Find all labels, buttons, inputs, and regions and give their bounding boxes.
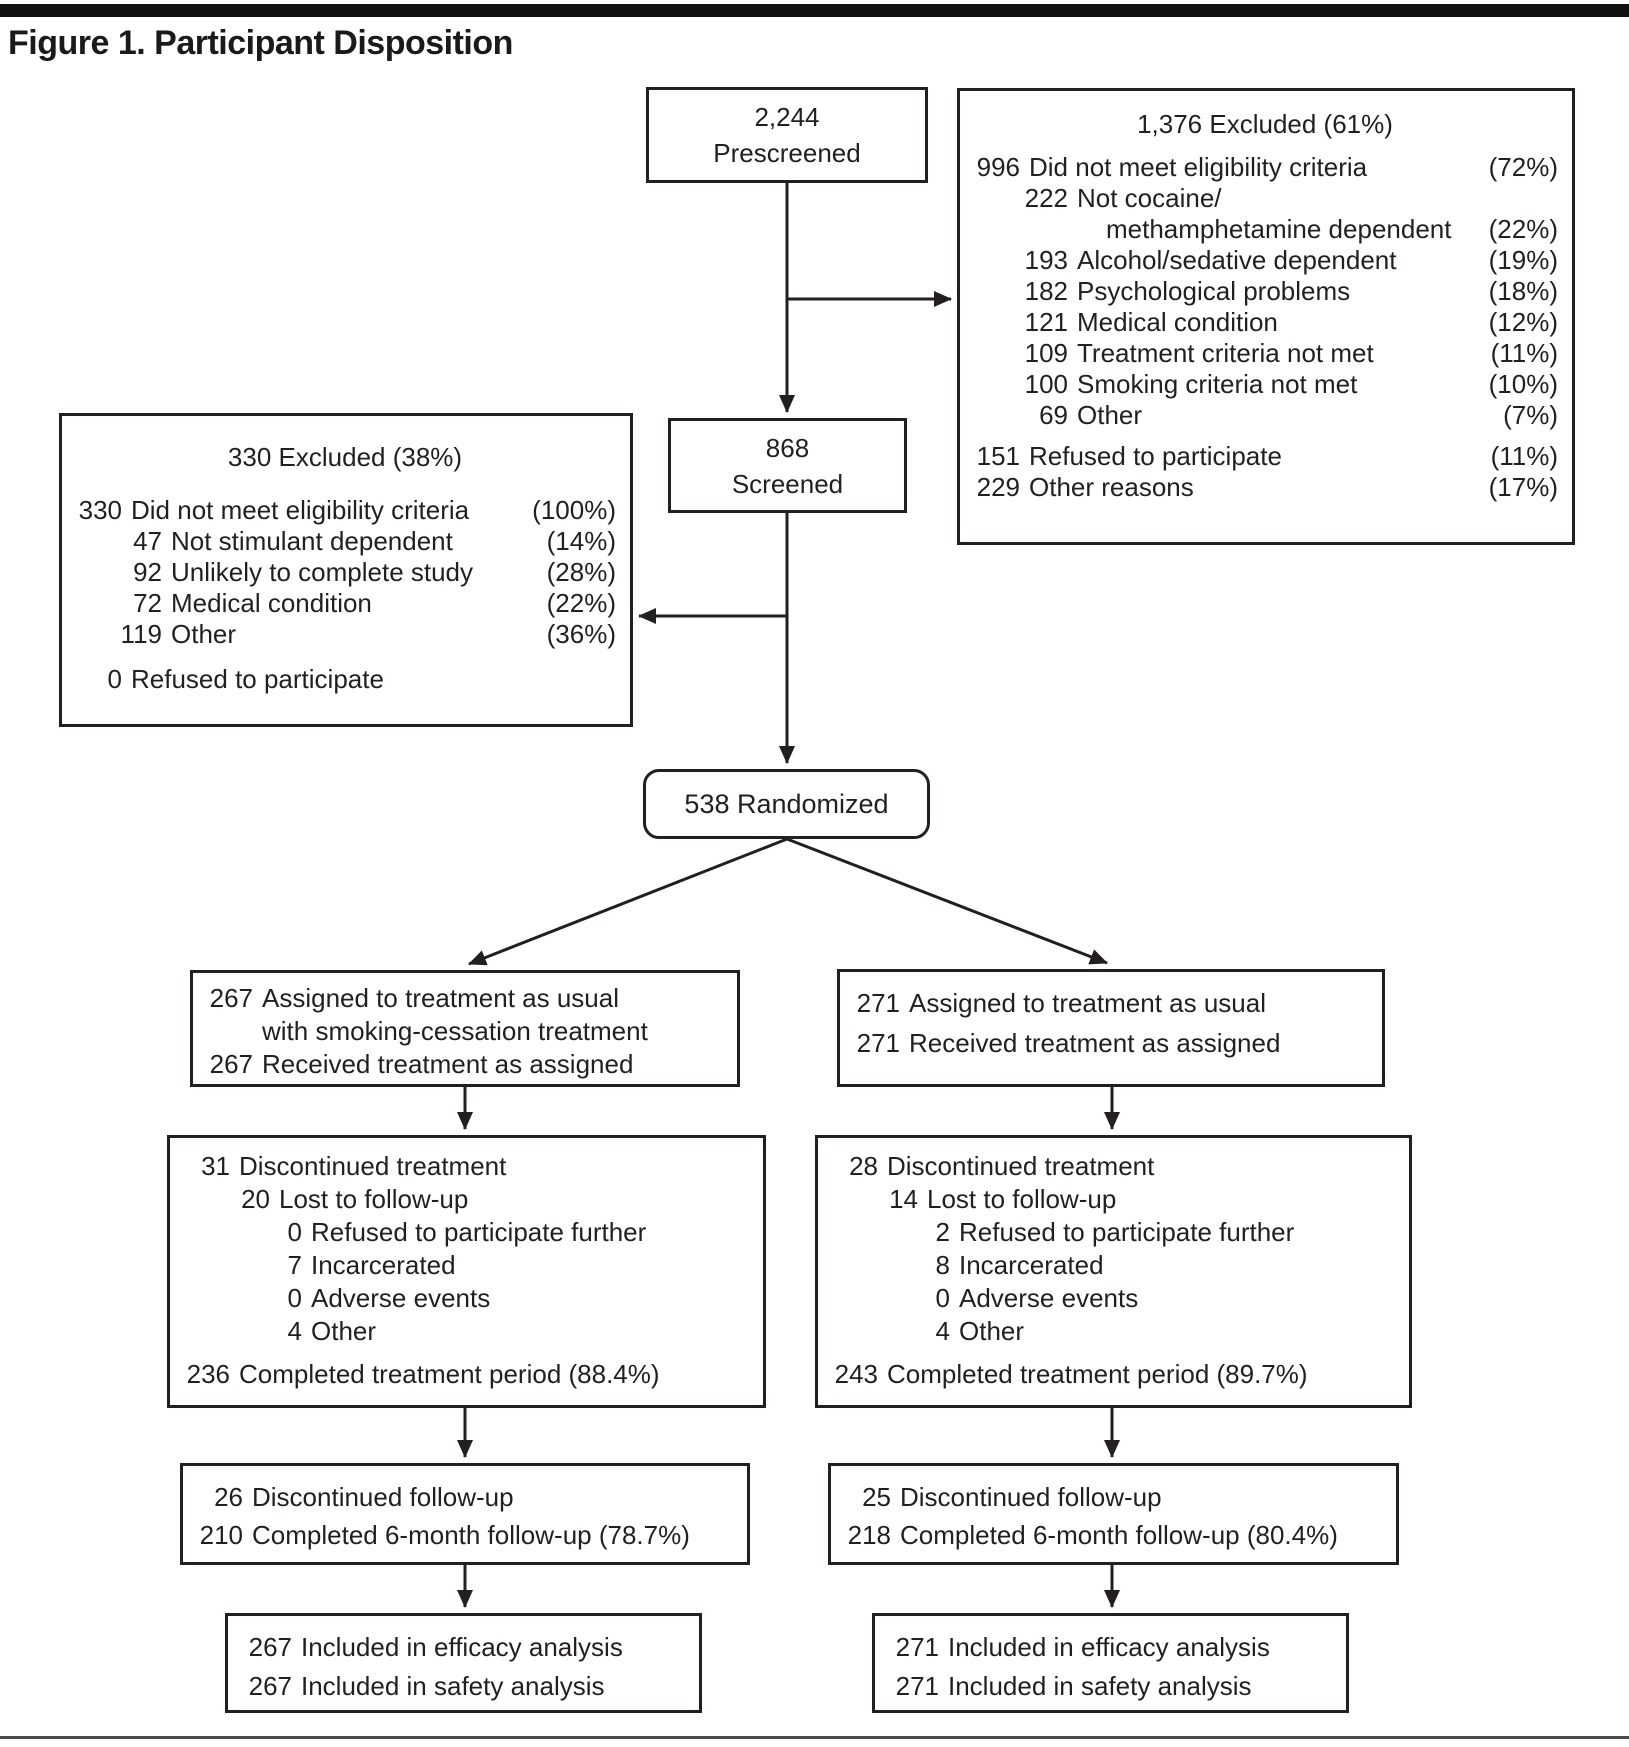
item-count: 996	[976, 152, 1020, 182]
list-item	[205, 982, 723, 1015]
screened-label: Screened	[731, 468, 844, 499]
item-label: Included in efficacy analysis	[301, 1632, 623, 1662]
item-label: Refused to participate further	[311, 1217, 647, 1247]
list-item	[182, 1249, 749, 1282]
list-item	[972, 338, 1558, 369]
item-label: Other	[1077, 400, 1143, 430]
item-label: Received treatment as assigned	[909, 1028, 1281, 1058]
list-item	[972, 214, 1558, 245]
item-count: 72	[133, 588, 162, 618]
item-count: 119	[120, 619, 162, 649]
list-item	[852, 983, 1368, 1023]
node-analysis-right	[872, 1613, 1349, 1713]
item-count: 267	[248, 1632, 292, 1662]
item-count: 0	[935, 1283, 950, 1313]
item-percent: (100%)	[532, 495, 616, 525]
node-assigned-right	[837, 969, 1385, 1087]
item-percent: (18%)	[1488, 276, 1558, 306]
list-item	[182, 1358, 749, 1391]
list-item	[244, 1667, 685, 1706]
list-item	[830, 1315, 1395, 1348]
randomized-label: 538 Randomized	[684, 789, 889, 819]
node-excluded-after-screen	[59, 413, 633, 727]
list-item	[972, 307, 1558, 338]
item-label: Lost to follow-up	[927, 1184, 1117, 1214]
excluded-left-title: 330 Excluded (38%)	[227, 442, 463, 472]
item-label: Incarcerated	[959, 1250, 1104, 1280]
list-item	[830, 1150, 1395, 1183]
list-item	[74, 619, 616, 650]
item-label: Included in efficacy analysis	[948, 1632, 1270, 1662]
item-label: Other	[959, 1316, 1025, 1346]
item-count: 210	[199, 1520, 243, 1550]
list-item	[182, 1315, 749, 1348]
node-followup-right	[828, 1463, 1399, 1565]
item-label: Received treatment as assigned	[262, 1049, 634, 1079]
list-item	[74, 588, 616, 619]
item-label: Treatment criteria not met	[1077, 338, 1374, 368]
item-percent: (22%)	[1488, 214, 1558, 244]
item-count: 31	[201, 1151, 230, 1181]
item-label: Adverse events	[959, 1283, 1139, 1313]
list-item	[205, 1048, 723, 1081]
list-item	[830, 1358, 1395, 1391]
item-count: 26	[214, 1482, 243, 1512]
list-item	[843, 1478, 1382, 1516]
screened-count: 868	[765, 432, 810, 463]
list-item	[205, 1015, 723, 1048]
list-item	[972, 472, 1558, 503]
item-count: 267	[209, 983, 253, 1013]
item-label: Discontinued treatment	[887, 1151, 1155, 1181]
item-count: 236	[186, 1359, 230, 1389]
item-count: 121	[1024, 307, 1068, 337]
prescreened-label: Prescreened	[713, 138, 861, 168]
bottom-rule-bar	[0, 1736, 1629, 1739]
item-count: 218	[847, 1520, 891, 1550]
item-label: Discontinued follow-up	[900, 1482, 1162, 1512]
item-percent: (12%)	[1488, 307, 1558, 337]
item-label: Adverse events	[311, 1283, 491, 1313]
item-label: Completed treatment period (89.7%)	[887, 1359, 1308, 1389]
item-count: 7	[287, 1250, 302, 1280]
item-label: Lost to follow-up	[279, 1184, 469, 1214]
item-count: 4	[287, 1316, 302, 1346]
item-label: Completed treatment period (88.4%)	[239, 1359, 660, 1389]
item-count: 229	[976, 472, 1020, 502]
item-label: Psychological problems	[1077, 276, 1351, 306]
node-excluded-after-prescreen	[957, 88, 1575, 545]
item-percent: (19%)	[1488, 245, 1558, 275]
item-label: Refused to participate	[1029, 441, 1282, 471]
list-item	[195, 1478, 733, 1516]
item-percent: (36%)	[546, 619, 616, 649]
arrow-randomized-to-assigned-right	[787, 839, 1107, 963]
item-label: Discontinued treatment	[239, 1151, 507, 1181]
item-count: 92	[133, 557, 162, 587]
item-label: Medical condition	[1077, 307, 1278, 337]
list-item	[972, 183, 1558, 214]
item-label: Medical condition	[171, 588, 372, 618]
item-label: methamphetamine dependent	[1106, 214, 1452, 244]
item-label: Alcohol/sedative dependent	[1077, 245, 1397, 275]
node-randomized	[643, 769, 930, 839]
item-percent: (14%)	[546, 526, 616, 556]
item-count: 25	[862, 1482, 891, 1512]
list-item	[830, 1216, 1395, 1249]
item-count: 330	[78, 495, 122, 525]
item-label: Unlikely to complete study	[171, 557, 474, 587]
list-item	[972, 441, 1558, 472]
item-count: 243	[834, 1359, 878, 1389]
item-label: Other reasons	[1029, 472, 1194, 502]
item-label: Other	[311, 1316, 377, 1346]
list-item	[891, 1667, 1332, 1706]
item-percent: (22%)	[546, 588, 616, 618]
node-prescreened	[646, 87, 928, 183]
item-label: Refused to participate further	[959, 1217, 1295, 1247]
item-count: 28	[849, 1151, 878, 1181]
node-discontinued-left	[167, 1135, 766, 1408]
node-assigned-left	[190, 970, 740, 1087]
list-item	[74, 664, 616, 695]
item-count: 20	[241, 1184, 270, 1214]
item-label: Assigned to treatment as usual	[909, 988, 1266, 1018]
node-analysis-left	[225, 1613, 702, 1713]
item-count: 69	[1039, 400, 1068, 430]
list-item	[972, 369, 1558, 400]
item-label: Incarcerated	[311, 1250, 456, 1280]
item-label: Refused to participate	[131, 664, 384, 694]
top-rule-bar	[0, 4, 1629, 17]
item-count: 271	[856, 988, 900, 1018]
list-item	[182, 1282, 749, 1315]
item-label: Completed 6-month follow-up (78.7%)	[252, 1520, 690, 1550]
item-count: 47	[133, 526, 162, 556]
list-item	[182, 1183, 749, 1216]
item-label: Did not meet eligibility criteria	[131, 495, 470, 525]
list-item	[843, 1516, 1382, 1554]
item-percent: (7%)	[1503, 400, 1558, 430]
item-label: Smoking criteria not met	[1077, 369, 1358, 399]
list-item	[830, 1249, 1395, 1282]
item-count: 109	[1024, 338, 1068, 368]
list-item	[830, 1282, 1395, 1315]
list-item	[182, 1216, 749, 1249]
item-count: 0	[287, 1217, 302, 1247]
item-count: 193	[1024, 245, 1068, 275]
list-item	[891, 1628, 1332, 1667]
item-label: Not stimulant dependent	[171, 526, 453, 556]
item-percent: (11%)	[1490, 338, 1558, 368]
item-label: Included in safety analysis	[948, 1671, 1252, 1701]
item-count: 271	[856, 1028, 900, 1058]
item-count: 182	[1024, 276, 1068, 306]
item-percent: (17%)	[1488, 472, 1558, 502]
item-count: 14	[889, 1184, 918, 1214]
item-count: 271	[895, 1671, 939, 1701]
item-label: with smoking-cessation treatment	[262, 1016, 648, 1046]
item-count: 267	[209, 1049, 253, 1079]
item-count: 2	[935, 1217, 950, 1247]
list-item	[74, 557, 616, 588]
list-item	[972, 152, 1558, 183]
item-label: Included in safety analysis	[301, 1671, 605, 1701]
item-count: 100	[1024, 369, 1068, 399]
prescreened-count: 2,244	[754, 102, 820, 132]
item-label: Discontinued follow-up	[252, 1482, 514, 1512]
item-count: 267	[248, 1671, 292, 1701]
list-item	[830, 1183, 1395, 1216]
item-count: 0	[107, 664, 122, 694]
item-label: Did not meet eligibility criteria	[1029, 152, 1368, 182]
item-label: Completed 6-month follow-up (80.4%)	[900, 1520, 1338, 1550]
item-percent: (28%)	[546, 557, 616, 587]
item-count: 271	[895, 1632, 939, 1662]
item-label: Not cocaine/	[1077, 183, 1222, 213]
node-discontinued-right	[815, 1135, 1412, 1408]
node-followup-left	[180, 1463, 750, 1565]
item-label: Other	[171, 619, 237, 649]
item-percent: (72%)	[1488, 152, 1558, 182]
list-item	[972, 245, 1558, 276]
item-count: 8	[935, 1250, 950, 1280]
item-count: 0	[287, 1283, 302, 1313]
list-item	[972, 276, 1558, 307]
item-count: 151	[976, 441, 1020, 471]
node-screened	[668, 418, 907, 513]
item-percent: (10%)	[1488, 369, 1558, 399]
list-item	[74, 526, 616, 557]
item-count: 222	[1024, 183, 1068, 213]
arrow-randomized-to-assigned-left	[469, 839, 787, 964]
figure-title: Figure 1. Participant Disposition	[8, 24, 513, 62]
excluded-right-title: 1,376 Excluded (61%)	[1137, 109, 1393, 139]
item-label: Assigned to treatment as usual	[262, 983, 619, 1013]
list-item	[244, 1628, 685, 1667]
item-count: 4	[935, 1316, 950, 1346]
list-item	[852, 1023, 1368, 1063]
list-item	[74, 495, 616, 526]
list-item	[195, 1516, 733, 1554]
list-item	[182, 1150, 749, 1183]
list-item	[972, 400, 1558, 431]
item-percent: (11%)	[1490, 441, 1558, 471]
